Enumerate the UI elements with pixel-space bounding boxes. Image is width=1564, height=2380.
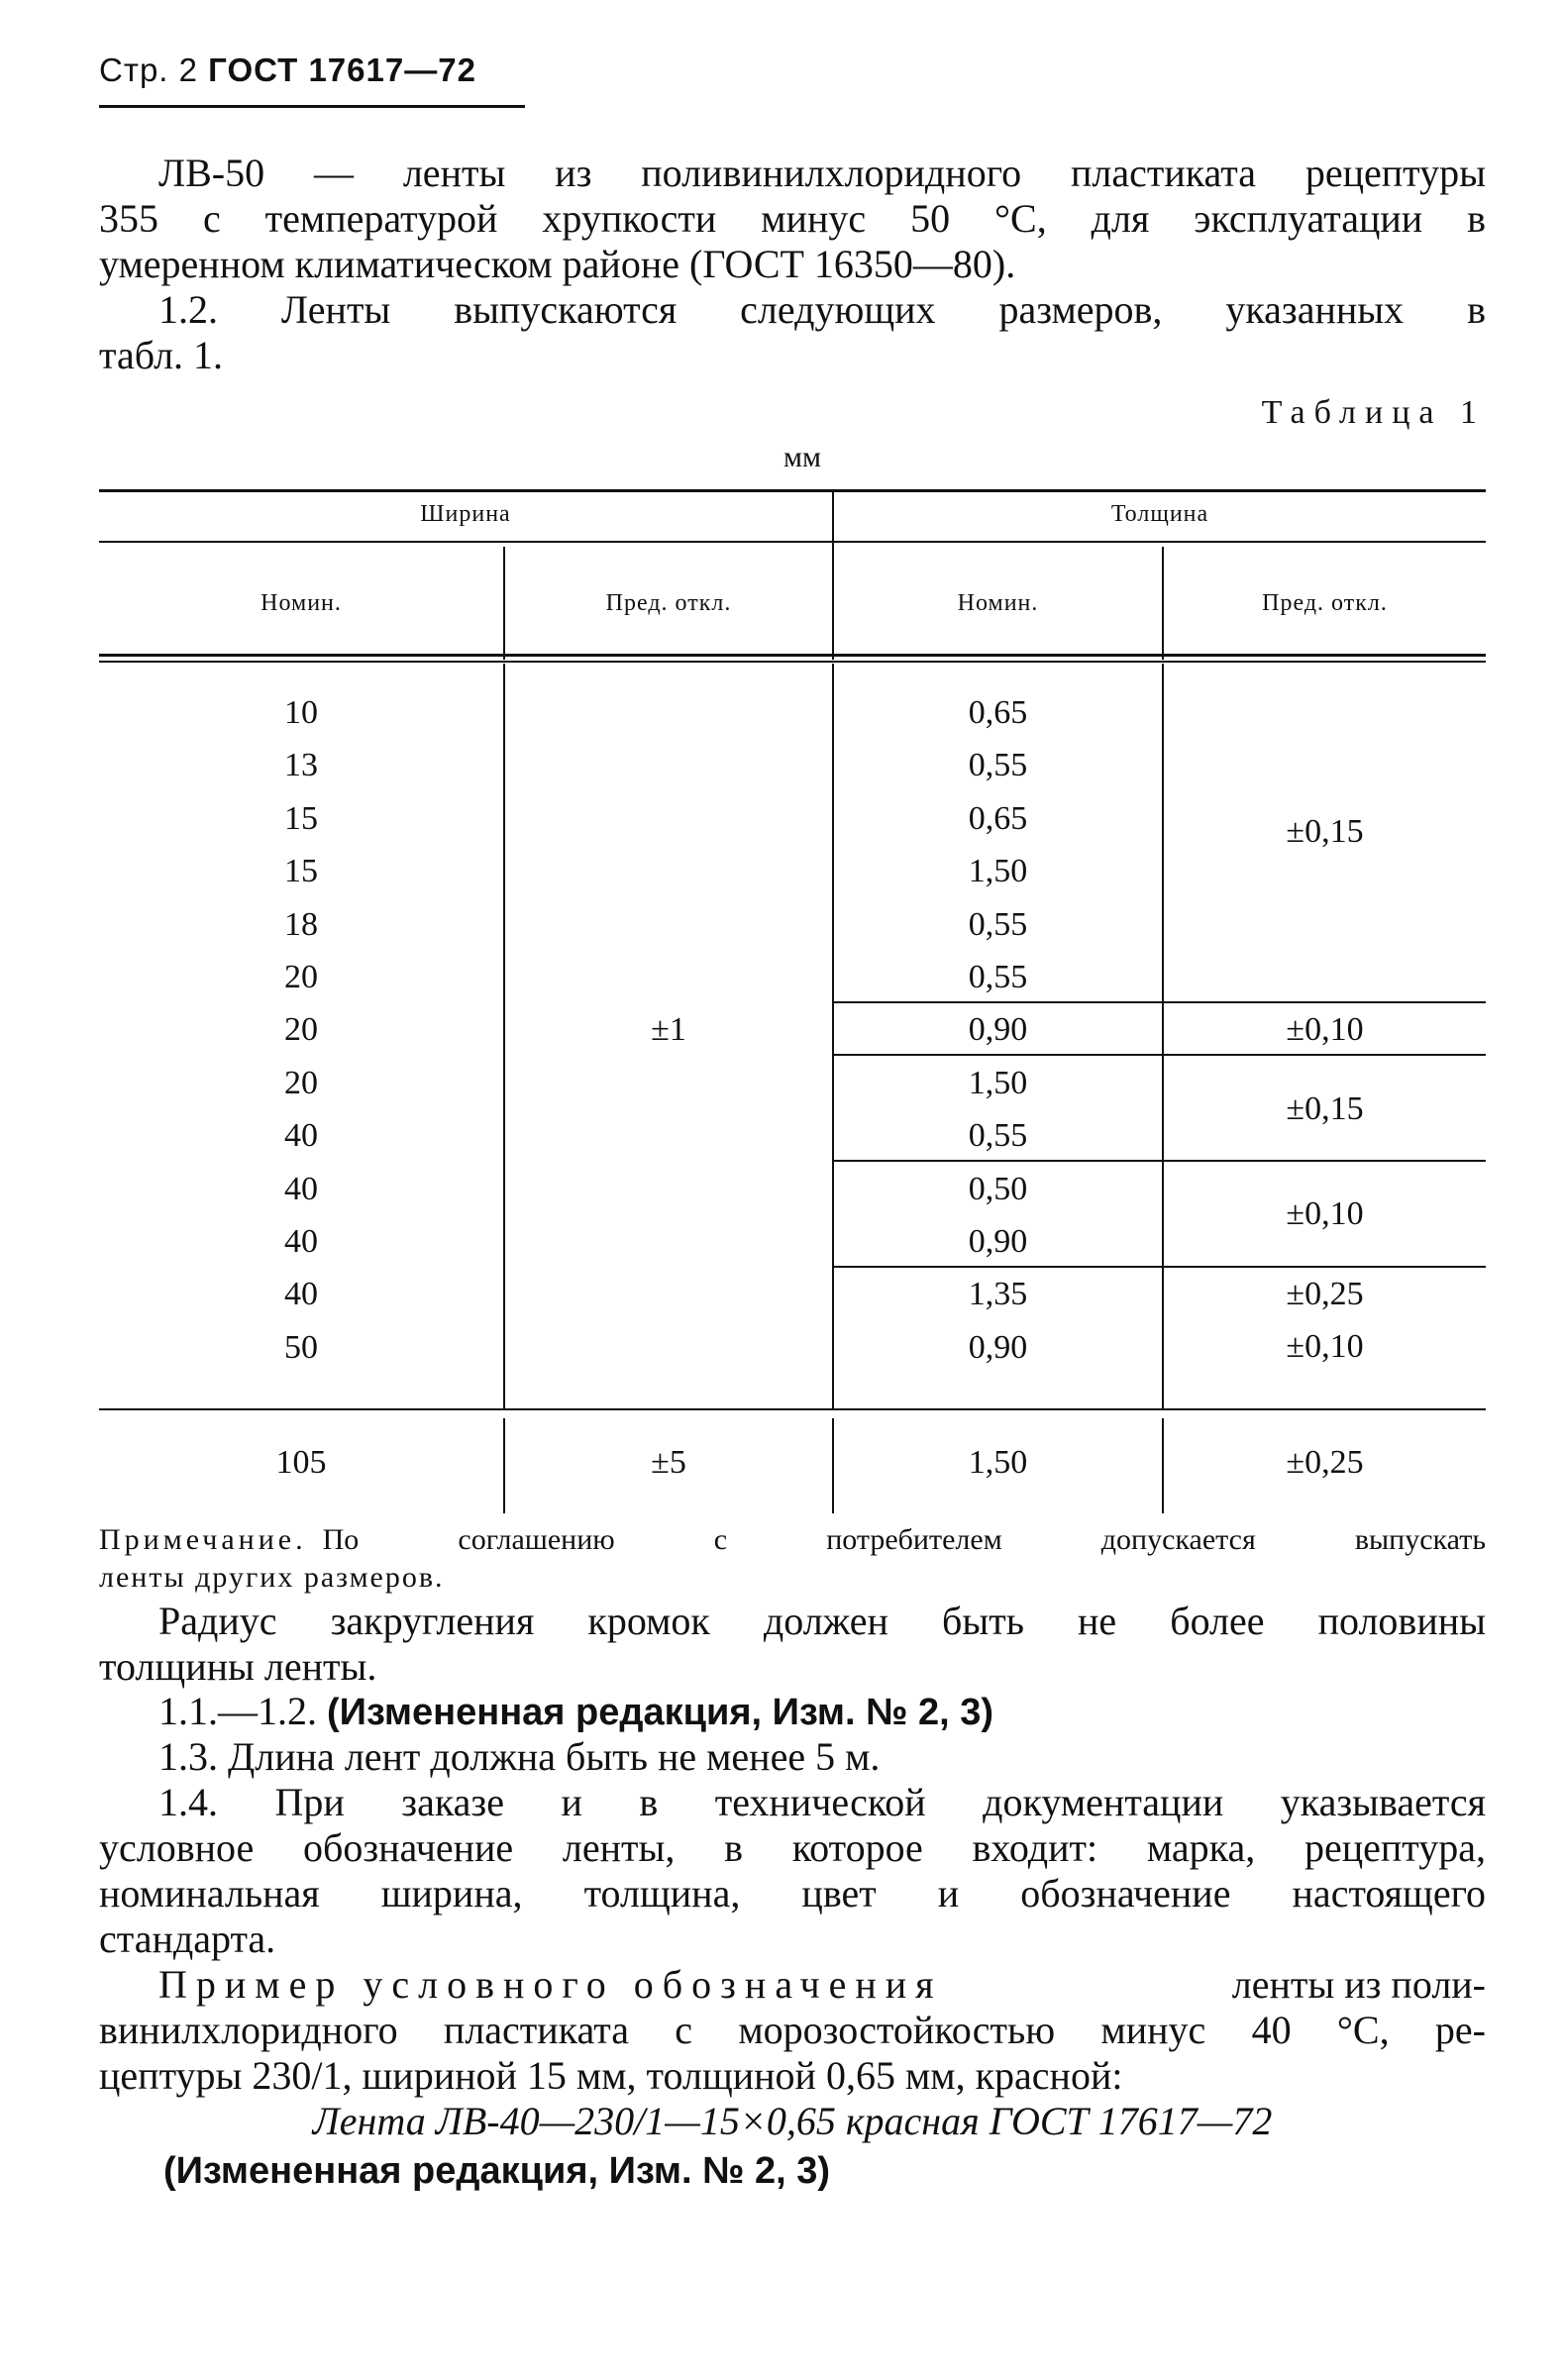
width-value: 40	[284, 1117, 318, 1155]
width-value: 40	[284, 1223, 318, 1261]
header-nominal: Номин.	[957, 590, 1039, 616]
width-column	[99, 686, 503, 1374]
amendment-note: (Измененная редакция, Изм. № 2, 3)	[163, 2150, 831, 2192]
table-note	[99, 1521, 1486, 1597]
thickness-value: 0,90	[968, 1011, 1028, 1049]
text-line: 355 с температурой хрупкости минус 50 °С, для эксплуатации в	[99, 196, 1486, 241]
thickness-column	[834, 686, 1162, 1374]
thickness-value: 0,90	[968, 1328, 1028, 1366]
table-units: мм	[783, 441, 821, 473]
text-line: толщины ленты.	[99, 1644, 377, 1689]
thickness-deviation: ±0,10	[1286, 1328, 1364, 1365]
section-1-4	[99, 1780, 1486, 1962]
amendment-note	[158, 1689, 993, 1735]
text-line: табл. 1.	[99, 333, 224, 377]
intro-paragraph	[99, 151, 1486, 287]
thickness-deviation: ±0,25	[1286, 1276, 1364, 1312]
width-value: 13	[284, 747, 318, 784]
table-top-rule	[99, 489, 1486, 492]
thickness-value: 1,50	[968, 1444, 1028, 1481]
thickness-deviation: ±0,10	[1286, 1195, 1364, 1232]
header-nominal: Номин.	[261, 590, 342, 616]
width-value: 105	[275, 1444, 327, 1481]
text-line: цептуры 230/1, шириной 15 мм, толщиной 0,65 мм, красной:	[99, 2053, 1123, 2098]
text-line: номинальная ширина, толщина, цвет и обозначение настоящего	[99, 1871, 1486, 1915]
width-value: 40	[284, 1276, 318, 1313]
thickness-value: 0,55	[968, 905, 1028, 943]
width-value: 20	[284, 1064, 318, 1101]
note-text: ленты других размеров.	[99, 1561, 445, 1594]
table-caption: Таблица 1	[1261, 394, 1486, 431]
text-line: условное обозначение ленты, в которое входит: марка, рецептура,	[99, 1825, 1486, 1870]
standard-number: ГОСТ 17617—72	[208, 52, 476, 88]
text-line: ленты из поли-	[1231, 1962, 1486, 2007]
radius-paragraph	[99, 1599, 1486, 1690]
thickness-value: 1,35	[968, 1276, 1028, 1313]
thickness-value: 0,50	[968, 1170, 1028, 1207]
table-rule	[834, 541, 1486, 543]
amendment-prefix: 1.1.—1.2.	[158, 1689, 317, 1733]
text-line: ЛВ-50 — ленты из поливинилхлоридного пластиката рецептуры	[158, 151, 1486, 195]
text-line: умеренном климатическом районе (ГОСТ 16350—80).	[99, 242, 1016, 286]
thickness-value: 0,65	[968, 799, 1028, 837]
header-deviation: Пред. откл.	[605, 590, 732, 616]
page-number: Стр. 2	[99, 52, 198, 88]
width-value: 15	[284, 799, 318, 837]
thickness-value: 0,90	[968, 1223, 1028, 1261]
table-rule	[99, 541, 832, 543]
width-value: 20	[284, 1011, 318, 1049]
text-line: 1.4. При заказе и в технической документации указывается	[158, 1780, 1486, 1824]
thickness-deviation: ±0,25	[1286, 1444, 1364, 1481]
text-line: Радиус закругления кромок должен быть не более половины	[158, 1599, 1486, 1643]
width-deviation: ±1	[651, 1011, 686, 1048]
header-deviation: Пред. откл.	[1262, 590, 1388, 616]
width-value: 15	[284, 853, 318, 890]
thickness-value: 1,50	[968, 1064, 1028, 1101]
width-deviation: ±5	[651, 1444, 686, 1481]
thickness-value: 0,55	[968, 959, 1028, 996]
table-header-rule	[99, 654, 1486, 657]
width-value: 18	[284, 905, 318, 943]
section-1-3: 1.3. Длина лент должна быть не менее 5 м.	[158, 1734, 881, 1779]
thickness-deviation: ±0,15	[1286, 813, 1364, 850]
thickness-deviation: ±0,15	[1286, 1090, 1364, 1127]
table-rule	[99, 1408, 1486, 1410]
thickness-value: 0,65	[968, 694, 1028, 731]
width-value: 50	[284, 1328, 318, 1366]
text-line: винилхлоридного пластиката с морозостойкостью минус 40 °С, ре-	[99, 2008, 1486, 2052]
example-paragraph	[99, 1962, 1486, 2144]
width-value: 10	[284, 694, 318, 731]
section-1-2	[99, 287, 1486, 378]
thickness-value: 0,55	[968, 747, 1028, 784]
thickness-value: 1,50	[968, 853, 1028, 890]
header-rule	[99, 105, 525, 108]
width-value: 40	[284, 1170, 318, 1207]
text-line: стандарта.	[99, 1916, 276, 1961]
example-label: Пример условного обозначения	[158, 1962, 943, 2007]
note-text: По соглашению с потребителем допускается выпускать	[322, 1523, 1486, 1556]
table-header-rule	[99, 661, 1486, 663]
thickness-value: 0,55	[968, 1117, 1028, 1155]
thickness-deviation: ±0,10	[1286, 1011, 1364, 1048]
designation-example: Лента ЛВ-40—230/1—15×0,65 красная ГОСТ 17617—72	[312, 2099, 1273, 2143]
header-thickness: Толщина	[1110, 501, 1209, 527]
header-width: Ширина	[420, 501, 511, 527]
width-value: 20	[284, 959, 318, 996]
text-line: 1.2. Ленты выпускаются следующих размеров, указанных в	[158, 287, 1486, 332]
page-header	[99, 52, 476, 89]
amendment-text: (Измененная редакция, Изм. № 2, 3)	[327, 1692, 994, 1733]
note-label: Примечание.	[99, 1523, 307, 1556]
